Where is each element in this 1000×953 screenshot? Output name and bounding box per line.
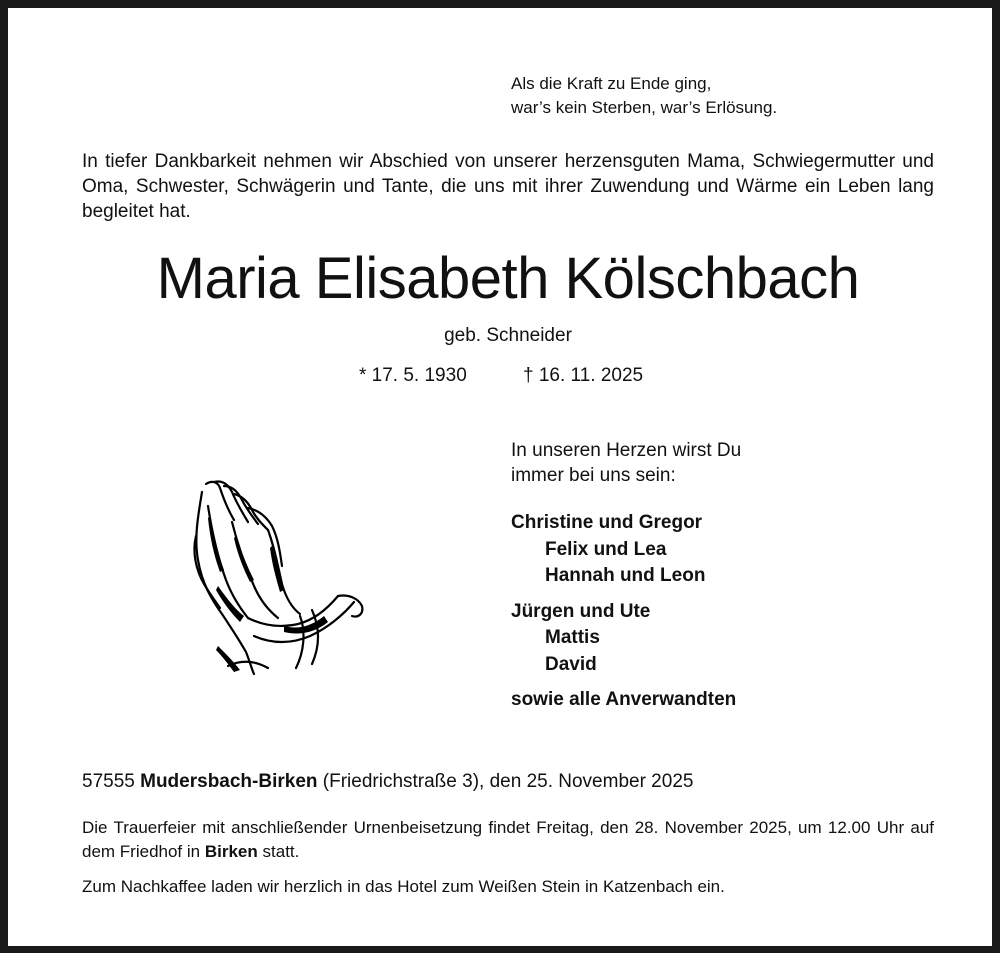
deceased-name: Maria Elisabeth Kölschbach [156, 246, 860, 311]
ceremony-text-end: statt. [262, 841, 300, 861]
family-child: Felix und Lea [545, 538, 667, 560]
death-date: † 16. 11. 2025 [523, 365, 644, 386]
family-group [511, 599, 736, 679]
family-child: Mattis [545, 627, 600, 648]
zip-code: 57555 [82, 771, 135, 792]
motto-line-2: war’s kein Sterben, war’s Erlösung. [511, 98, 778, 117]
family-child: Hannah und Leon [545, 565, 706, 586]
place-date-line [82, 769, 693, 795]
hearts-line-2: immer bei uns sein: [511, 465, 676, 486]
family-head: Jürgen und Ute [511, 600, 651, 622]
town-name: Mudersbach-Birken [140, 771, 318, 792]
family-head: Christine und Gregor [511, 512, 703, 533]
hearts-text [511, 438, 741, 488]
family-child: David [545, 653, 597, 675]
intro-text: In tiefer Dankbarkeit nehmen wir Abschied von unserer herzensguten Mama, Schwiegermutter und Oma, Schwester, Schwägerin und Tante, die uns mit ihrer Zuwendung und Wärme ein Leben lang begleitet hat. [82, 151, 934, 222]
coffee-invitation: Zum Nachkaffee laden wir herzlich in das Hotel zum Weißen Stein in Katzenbach ein. [82, 877, 725, 896]
maiden-name: geb. Schneider [444, 325, 572, 346]
hearts-line-1: In unseren Herzen wirst Du [511, 440, 742, 461]
family-list [511, 510, 736, 714]
praying-hands-icon [188, 476, 368, 681]
ceremony-text: Die Trauerfeier mit anschließender Urnenbeisetzung findet Freitag, den 28. November 2025, um 12.00 Uhr auf dem Friedhof in [82, 818, 934, 861]
family-closing: sowie alle Anverwandten [511, 689, 737, 710]
ceremony-info [82, 816, 934, 863]
family-group [511, 510, 736, 590]
address-date: (Friedrichstraße 3), den 25. November 2025 [322, 771, 694, 792]
ceremony-place: Birken [204, 841, 258, 861]
birth-date: * 17. 5. 1930 [359, 365, 467, 386]
motto [511, 72, 777, 120]
motto-line-1: Als die Kraft zu Ende ging, [511, 74, 712, 93]
